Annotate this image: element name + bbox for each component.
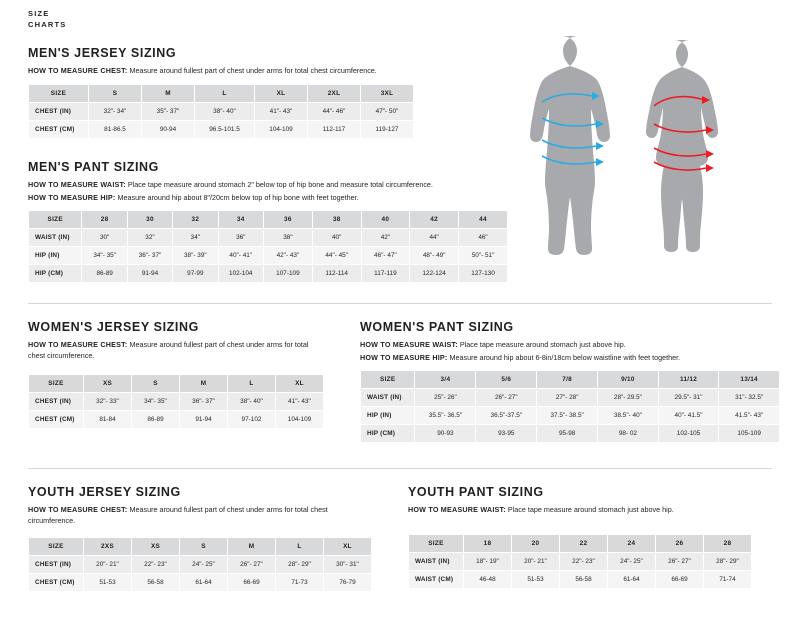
cell: 66-69: [656, 570, 704, 588]
row-label: HIP (CM): [29, 265, 82, 283]
cell: 29.5"- 31": [658, 389, 719, 407]
col-head: XL: [276, 375, 324, 393]
cell: 32": [127, 229, 172, 247]
section-title: YOUTH PANT SIZING: [408, 485, 544, 499]
howto-waist: [360, 340, 780, 351]
cell: 51-53: [512, 570, 560, 588]
col-head: 44: [459, 211, 508, 229]
table-header-row: [29, 538, 372, 556]
howto-text: Measure around hip about 8"/20cm below top of hip bone with feet together.: [115, 192, 359, 202]
cell: 34": [173, 229, 218, 247]
col-head: 5/6: [476, 371, 537, 389]
table-header-row: [29, 211, 508, 229]
col-head: 20: [512, 534, 560, 552]
table-mens-pant: [28, 210, 508, 283]
table-mens-jersey: [28, 84, 414, 139]
col-head: 24: [608, 534, 656, 552]
cell: 38": [264, 229, 313, 247]
cell: 96.5-101.5: [195, 120, 255, 138]
cell: 36": [218, 229, 263, 247]
col-head: SIZE: [29, 84, 89, 102]
table-header-row: [29, 84, 414, 102]
cell: 42"- 43": [264, 247, 313, 265]
table-row: [361, 425, 780, 443]
cell: 42": [361, 229, 410, 247]
table-youth-pant: [408, 534, 752, 589]
col-head: M: [228, 538, 276, 556]
table-row: [29, 411, 324, 429]
col-head: XS: [132, 538, 180, 556]
female-body-diagram: [646, 40, 718, 252]
col-head: L: [228, 375, 276, 393]
cell: 22"- 23": [132, 556, 180, 574]
howto-chest: [28, 505, 368, 526]
cell: 46"- 47": [361, 247, 410, 265]
howto-waist: [28, 180, 508, 191]
cell: 28"- 29": [276, 556, 324, 574]
col-head: 13/14: [719, 371, 780, 389]
cell: 40"- 41.5": [658, 407, 719, 425]
section-youth-jersey: [28, 485, 398, 592]
cell: 18"- 19": [464, 552, 512, 570]
howto-text: Place tape measure around stomach just above hip.: [457, 340, 626, 349]
section-title: MEN'S PANT SIZING: [28, 160, 160, 174]
cell: 90-94: [142, 120, 195, 138]
cell: 36"- 37": [180, 393, 228, 411]
col-head: 30: [127, 211, 172, 229]
cell: 117-119: [361, 265, 410, 283]
cell: 28"- 29.5": [598, 389, 659, 407]
howto-text: Measure around fullest part of chest under arms for total chest circumference.: [28, 340, 309, 360]
cell: 24"- 25": [608, 552, 656, 570]
cell: 98- 02: [598, 425, 659, 443]
table-row: [29, 574, 372, 592]
section-title: MEN'S JERSEY SIZING: [28, 46, 177, 60]
table-row: [29, 265, 508, 283]
cell: 38"- 40": [228, 393, 276, 411]
cell: 71-73: [276, 574, 324, 592]
table-row: [29, 229, 508, 247]
cell: 30"- 31": [324, 556, 372, 574]
row-label: CHEST (CM): [29, 574, 84, 592]
cell: 50"- 51": [459, 247, 508, 265]
page-title-line2: CHARTS: [28, 20, 67, 29]
cell: 40": [312, 229, 361, 247]
cell: 127-130: [459, 265, 508, 283]
col-head: SIZE: [361, 371, 415, 389]
cell: 26"- 27": [476, 389, 537, 407]
howto-label: HOW TO MEASURE CHEST:: [28, 340, 128, 349]
table-row: [361, 407, 780, 425]
howto-label: HOW TO MEASURE HIP:: [28, 192, 116, 202]
row-label: HIP (IN): [361, 407, 415, 425]
col-head: S: [89, 84, 142, 102]
howto-chest: [28, 66, 498, 77]
col-head: 9/10: [598, 371, 659, 389]
col-head: 3XL: [361, 84, 414, 102]
col-head: L: [276, 538, 324, 556]
cell: 41"- 43": [276, 393, 324, 411]
howto-text: Place tape measure around stomach 2" below top of hip bone and measure total circumference.: [125, 180, 433, 189]
cell: 97-102: [228, 411, 276, 429]
howto-hip: [360, 353, 780, 364]
cell: 104-109: [255, 120, 308, 138]
divider: [28, 468, 772, 469]
section-title: WOMEN'S JERSEY SIZING: [28, 320, 199, 334]
cell: 27"- 28": [537, 389, 598, 407]
cell: 38"- 39": [173, 247, 218, 265]
cell: 20"- 21": [84, 556, 132, 574]
row-label: WAIST (IN): [29, 229, 82, 247]
row-label: CHEST (CM): [29, 411, 84, 429]
cell: 105-109: [719, 425, 780, 443]
figures-svg: [520, 30, 780, 280]
howto-label: HOW TO MEASURE WAIST:: [360, 340, 458, 349]
cell: 34"- 35": [132, 393, 180, 411]
section-title: WOMEN'S PANT SIZING: [360, 320, 514, 334]
table-row: [409, 570, 752, 588]
col-head: M: [180, 375, 228, 393]
cell: 44": [410, 229, 459, 247]
col-head: 11/12: [658, 371, 719, 389]
col-head: 2XS: [84, 538, 132, 556]
howto-chest: [28, 340, 318, 361]
col-head: M: [142, 84, 195, 102]
col-head: SIZE: [29, 538, 84, 556]
section-mens-pant: [28, 160, 508, 283]
col-head: XL: [255, 84, 308, 102]
howto-hip: [28, 193, 508, 204]
cell: 26"- 27": [656, 552, 704, 570]
cell: 22"- 23": [560, 552, 608, 570]
col-head: 34: [218, 211, 263, 229]
cell: 76-79: [324, 574, 372, 592]
col-head: L: [195, 84, 255, 102]
cell: 26"- 27": [228, 556, 276, 574]
cell: 61-64: [180, 574, 228, 592]
cell: 35.5"- 36.5": [415, 407, 476, 425]
cell: 93-95: [476, 425, 537, 443]
cell: 91-94: [180, 411, 228, 429]
cell: 25"- 26": [415, 389, 476, 407]
section-mens-jersey: [28, 46, 498, 139]
cell: 32"- 33": [84, 393, 132, 411]
cell: 81-86.5: [89, 120, 142, 138]
col-head: 32: [173, 211, 218, 229]
cell: 122-124: [410, 265, 459, 283]
cell: 97-99: [173, 265, 218, 283]
howto-text: Measure around fullest part of chest under arms for total chest circumference.: [28, 505, 328, 525]
cell: 20"- 21": [512, 552, 560, 570]
cell: 112-117: [308, 120, 361, 138]
cell: 81-84: [84, 411, 132, 429]
divider: [28, 303, 772, 304]
page-title: [28, 8, 66, 30]
col-head: SIZE: [29, 375, 84, 393]
cell: 35"- 37": [142, 102, 195, 120]
col-head: SIZE: [409, 534, 464, 552]
howto-text: Measure around hip about 6-8in/18cm below waistline with feet together.: [447, 352, 681, 362]
howto-waist: [408, 505, 768, 516]
col-head: 38: [312, 211, 361, 229]
col-head: 42: [410, 211, 459, 229]
cell: 37.5"- 38.5": [537, 407, 598, 425]
row-label: HIP (CM): [361, 425, 415, 443]
cell: 44"- 46": [308, 102, 361, 120]
col-head: 28: [82, 211, 127, 229]
cell: 86-89: [132, 411, 180, 429]
howto-label: HOW TO MEASURE HIP:: [360, 352, 448, 362]
col-head: XS: [84, 375, 132, 393]
howto-text: Place tape measure around stomach just above hip.: [505, 505, 674, 514]
cell: 71-74: [704, 570, 752, 588]
cell: 41.5"- 43": [719, 407, 780, 425]
table-youth-jersey: [28, 537, 372, 592]
cell: 66-69: [228, 574, 276, 592]
cell: 44"- 45": [312, 247, 361, 265]
table-row: [409, 552, 752, 570]
cell: 32"- 34": [89, 102, 142, 120]
table-row: [29, 556, 372, 574]
cell: 56-58: [560, 570, 608, 588]
col-head: 18: [464, 534, 512, 552]
howto-label: HOW TO MEASURE CHEST:: [28, 505, 128, 514]
col-head: 36: [264, 211, 313, 229]
cell: 107-109: [264, 265, 313, 283]
howto-label: HOW TO MEASURE WAIST:: [28, 180, 126, 189]
howto-text: Measure around fullest part of chest under arms for total chest circumference.: [127, 66, 377, 75]
row-label: HIP (IN): [29, 247, 82, 265]
table-row: [29, 247, 508, 265]
cell: 112-114: [312, 265, 361, 283]
row-label: WAIST (IN): [361, 389, 415, 407]
col-head: 22: [560, 534, 608, 552]
cell: 28"- 29": [704, 552, 752, 570]
table-header-row: [409, 534, 752, 552]
cell: 48"- 49": [410, 247, 459, 265]
table-header-row: [29, 375, 324, 393]
col-head: 7/8: [537, 371, 598, 389]
howto-label: HOW TO MEASURE CHEST:: [28, 66, 128, 75]
howto-label: HOW TO MEASURE WAIST:: [408, 505, 506, 514]
cell: 41"- 43": [255, 102, 308, 120]
col-head: S: [132, 375, 180, 393]
cell: 86-89: [82, 265, 127, 283]
cell: 102-104: [218, 265, 263, 283]
section-youth-pant: [408, 485, 768, 589]
body-measurement-figures: [520, 30, 780, 280]
cell: 56-58: [132, 574, 180, 592]
col-head: SIZE: [29, 211, 82, 229]
cell: 36"- 37": [127, 247, 172, 265]
cell: 95-98: [537, 425, 598, 443]
row-label: CHEST (IN): [29, 102, 89, 120]
cell: 46": [459, 229, 508, 247]
table-row: [29, 120, 414, 138]
row-label: CHEST (IN): [29, 556, 84, 574]
cell: 119-127: [361, 120, 414, 138]
section-title: YOUTH JERSEY SIZING: [28, 485, 181, 499]
col-head: S: [180, 538, 228, 556]
col-head: 26: [656, 534, 704, 552]
section-womens-pant: [360, 320, 780, 443]
cell: 46-48: [464, 570, 512, 588]
row-label: CHEST (CM): [29, 120, 89, 138]
cell: 102-105: [658, 425, 719, 443]
cell: 61-64: [608, 570, 656, 588]
col-head: XL: [324, 538, 372, 556]
cell: 31"- 32.5": [719, 389, 780, 407]
col-head: 3/4: [415, 371, 476, 389]
cell: 38.5"- 40": [598, 407, 659, 425]
row-label: WAIST (IN): [409, 552, 464, 570]
row-label: CHEST (IN): [29, 393, 84, 411]
cell: 36.5"-37.5": [476, 407, 537, 425]
cell: 40"- 41": [218, 247, 263, 265]
cell: 30": [82, 229, 127, 247]
cell: 51-53: [84, 574, 132, 592]
male-body-diagram: [530, 36, 610, 255]
cell: 38"- 40": [195, 102, 255, 120]
col-head: 2XL: [308, 84, 361, 102]
table-row: [361, 389, 780, 407]
col-head: 40: [361, 211, 410, 229]
col-head: 28: [704, 534, 752, 552]
page-title-line1: SIZE: [28, 9, 50, 18]
table-row: [29, 393, 324, 411]
cell: 24"- 25": [180, 556, 228, 574]
table-header-row: [361, 371, 780, 389]
section-womens-jersey: [28, 320, 358, 429]
row-label: WAIST (CM): [409, 570, 464, 588]
cell: 34"- 35": [82, 247, 127, 265]
cell: 91-94: [127, 265, 172, 283]
cell: 90-93: [415, 425, 476, 443]
table-womens-jersey: [28, 374, 324, 429]
table-womens-pant: [360, 370, 780, 443]
cell: 47"- 50": [361, 102, 414, 120]
cell: 104-109: [276, 411, 324, 429]
table-row: [29, 102, 414, 120]
